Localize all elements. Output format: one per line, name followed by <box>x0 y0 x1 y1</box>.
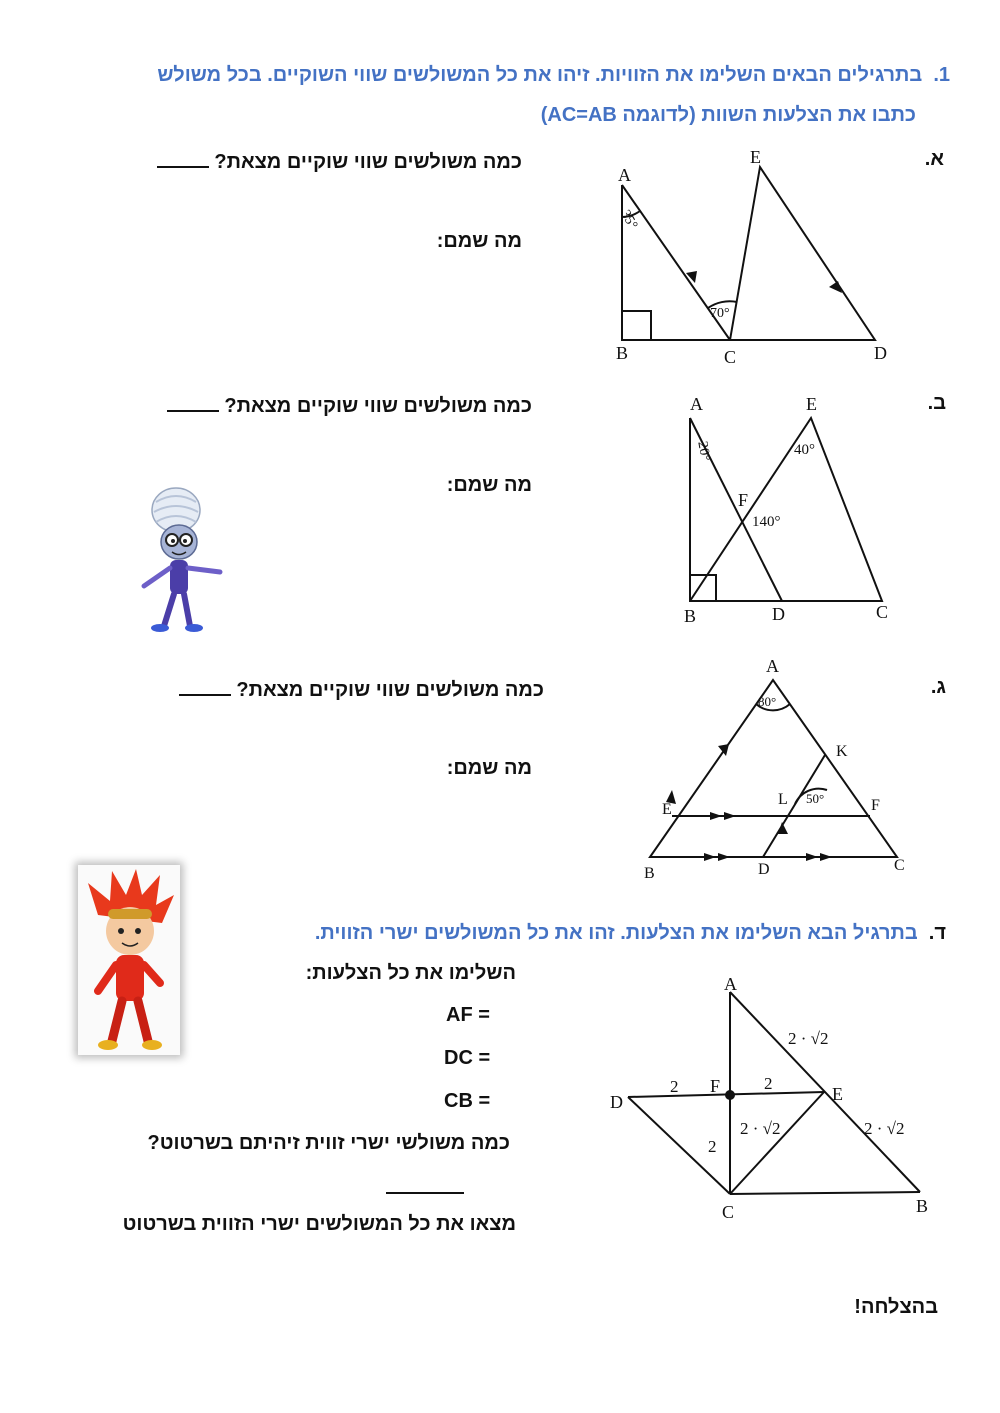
triangle-ced <box>622 167 875 340</box>
angle-label-a: 35° <box>617 207 641 233</box>
label-c: C <box>724 347 737 367</box>
length-ec: 2 · √2 <box>740 1119 781 1138</box>
q1-instructions: בתרגילים הבאים השלימו את הזוויות. זיהו את כל המשולשים שווי השוקיים. בכל משולש <box>157 64 923 86</box>
right-angle-mark <box>622 311 651 340</box>
label-a: A <box>618 165 631 185</box>
label-a-b: A <box>690 394 703 414</box>
segment-cb <box>730 1192 920 1194</box>
angle-label-l-g: 50° <box>806 791 825 806</box>
section-d-count-blank[interactable] <box>386 1192 464 1194</box>
label-e: E <box>750 147 761 167</box>
label-d-b: D <box>772 604 785 624</box>
section-d-letter: ד. <box>928 922 946 944</box>
segment-ec <box>730 1092 824 1194</box>
length-df: 2 <box>670 1077 679 1096</box>
label-d: D <box>874 343 887 363</box>
section-g-question-text: כמה משולשים שווי שוקיים מצאת? <box>236 679 544 701</box>
section-g-answer-blank[interactable] <box>179 676 231 696</box>
label-d-g: D <box>758 861 770 878</box>
label-f-b: F <box>738 490 749 510</box>
label-f-d: F <box>710 1076 721 1096</box>
right-angle-mark-b <box>690 575 716 601</box>
angle-label-a-b: 20° <box>694 440 713 463</box>
section-b-answer-blank[interactable] <box>167 392 219 412</box>
section-b-what: מה שמם: <box>446 474 532 496</box>
label-c-d: C <box>722 1202 735 1222</box>
section-d-complete: השלימו את כל הצלעות: <box>305 962 516 984</box>
section-d-count-question: כמה משולשי ישרי זווית זיהיתם בשרטוט? <box>147 1132 510 1154</box>
side-cb[interactable]: CB = <box>444 1090 491 1112</box>
section-b-letter: ב. <box>927 392 946 414</box>
cartoon-character-redhair <box>78 865 180 1055</box>
section-d-header <box>315 922 946 945</box>
arrow-ef-2 <box>724 812 736 820</box>
length-eb: 2 · √2 <box>864 1119 905 1138</box>
angle-label-c: 70° <box>710 306 730 321</box>
arrow-bc-1 <box>704 853 716 861</box>
label-a-g: A <box>766 656 779 676</box>
figure-b <box>660 388 920 628</box>
label-a-d: A <box>724 974 737 994</box>
section-a-what: מה שמם: <box>436 230 522 252</box>
arrow-mark-ac <box>686 271 697 283</box>
length-fc: 2 <box>708 1137 717 1156</box>
arrow-bc-3 <box>806 853 818 861</box>
section-g-letter: ג. <box>930 676 946 698</box>
cartoon-character-frame <box>78 865 180 1055</box>
length-ae: 2 · √2 <box>788 1029 829 1048</box>
section-d-title: בתרגיל הבא השלימו את הצלעות. זהו את כל המשולשים ישרי הזווית. <box>314 922 918 944</box>
q1-header-line1 <box>157 64 950 87</box>
figure-d <box>600 972 940 1222</box>
label-e-g: E <box>662 801 672 818</box>
segment-dk <box>763 755 825 857</box>
section-b-question <box>167 392 532 418</box>
label-d-d: D <box>610 1092 623 1112</box>
figure-g <box>630 652 920 882</box>
section-a-question <box>157 148 522 174</box>
point-f <box>725 1090 735 1100</box>
label-e-b: E <box>806 394 817 414</box>
arrow-ab <box>718 744 729 756</box>
section-a-answer-blank[interactable] <box>157 148 209 168</box>
q1-number: 1. <box>933 64 950 86</box>
arrow-bc-4 <box>820 853 832 861</box>
cartoon-character-lightbulb <box>124 476 234 636</box>
footer-good-luck: בהצלחה! <box>854 1296 938 1318</box>
label-b-d: B <box>916 1196 929 1216</box>
label-e-d: E <box>832 1084 843 1104</box>
length-fe: 2 <box>764 1074 773 1093</box>
label-k-g: K <box>836 743 848 760</box>
label-c-b: C <box>876 602 889 622</box>
label-b-g: B <box>644 865 655 882</box>
triangle-ebc <box>690 418 882 601</box>
label-f-g: F <box>871 797 880 814</box>
figure-a <box>600 145 900 375</box>
label-b: B <box>616 343 629 363</box>
side-dc[interactable]: DC = <box>444 1047 491 1069</box>
label-l-g: L <box>778 791 788 808</box>
arrow-ef-1 <box>710 812 722 820</box>
section-a-question-text: כמה משולשים שווי שוקיים מצאת? <box>214 151 522 173</box>
angle-label-f-b: 140° <box>752 514 781 530</box>
section-d-find: מצאו את כל המשולשים ישרי הזווית בשרטוט <box>122 1213 516 1235</box>
q1-header-line2: כתבו את הצלעות השוות (לדוגמה AC=AB) <box>540 104 916 126</box>
angle-label-e-b: 40° <box>794 442 815 458</box>
arrow-bc-2 <box>718 853 730 861</box>
label-c-g: C <box>894 857 905 874</box>
section-b-question-text: כמה משולשים שווי שוקיים מצאת? <box>224 395 532 417</box>
section-g-what: מה שמם: <box>446 757 532 779</box>
section-g-question <box>179 676 544 702</box>
side-af[interactable]: AF = <box>446 1004 490 1026</box>
angle-label-a-g: 80° <box>758 694 777 709</box>
section-a-letter: א. <box>924 148 944 170</box>
label-b-b: B <box>684 606 697 626</box>
